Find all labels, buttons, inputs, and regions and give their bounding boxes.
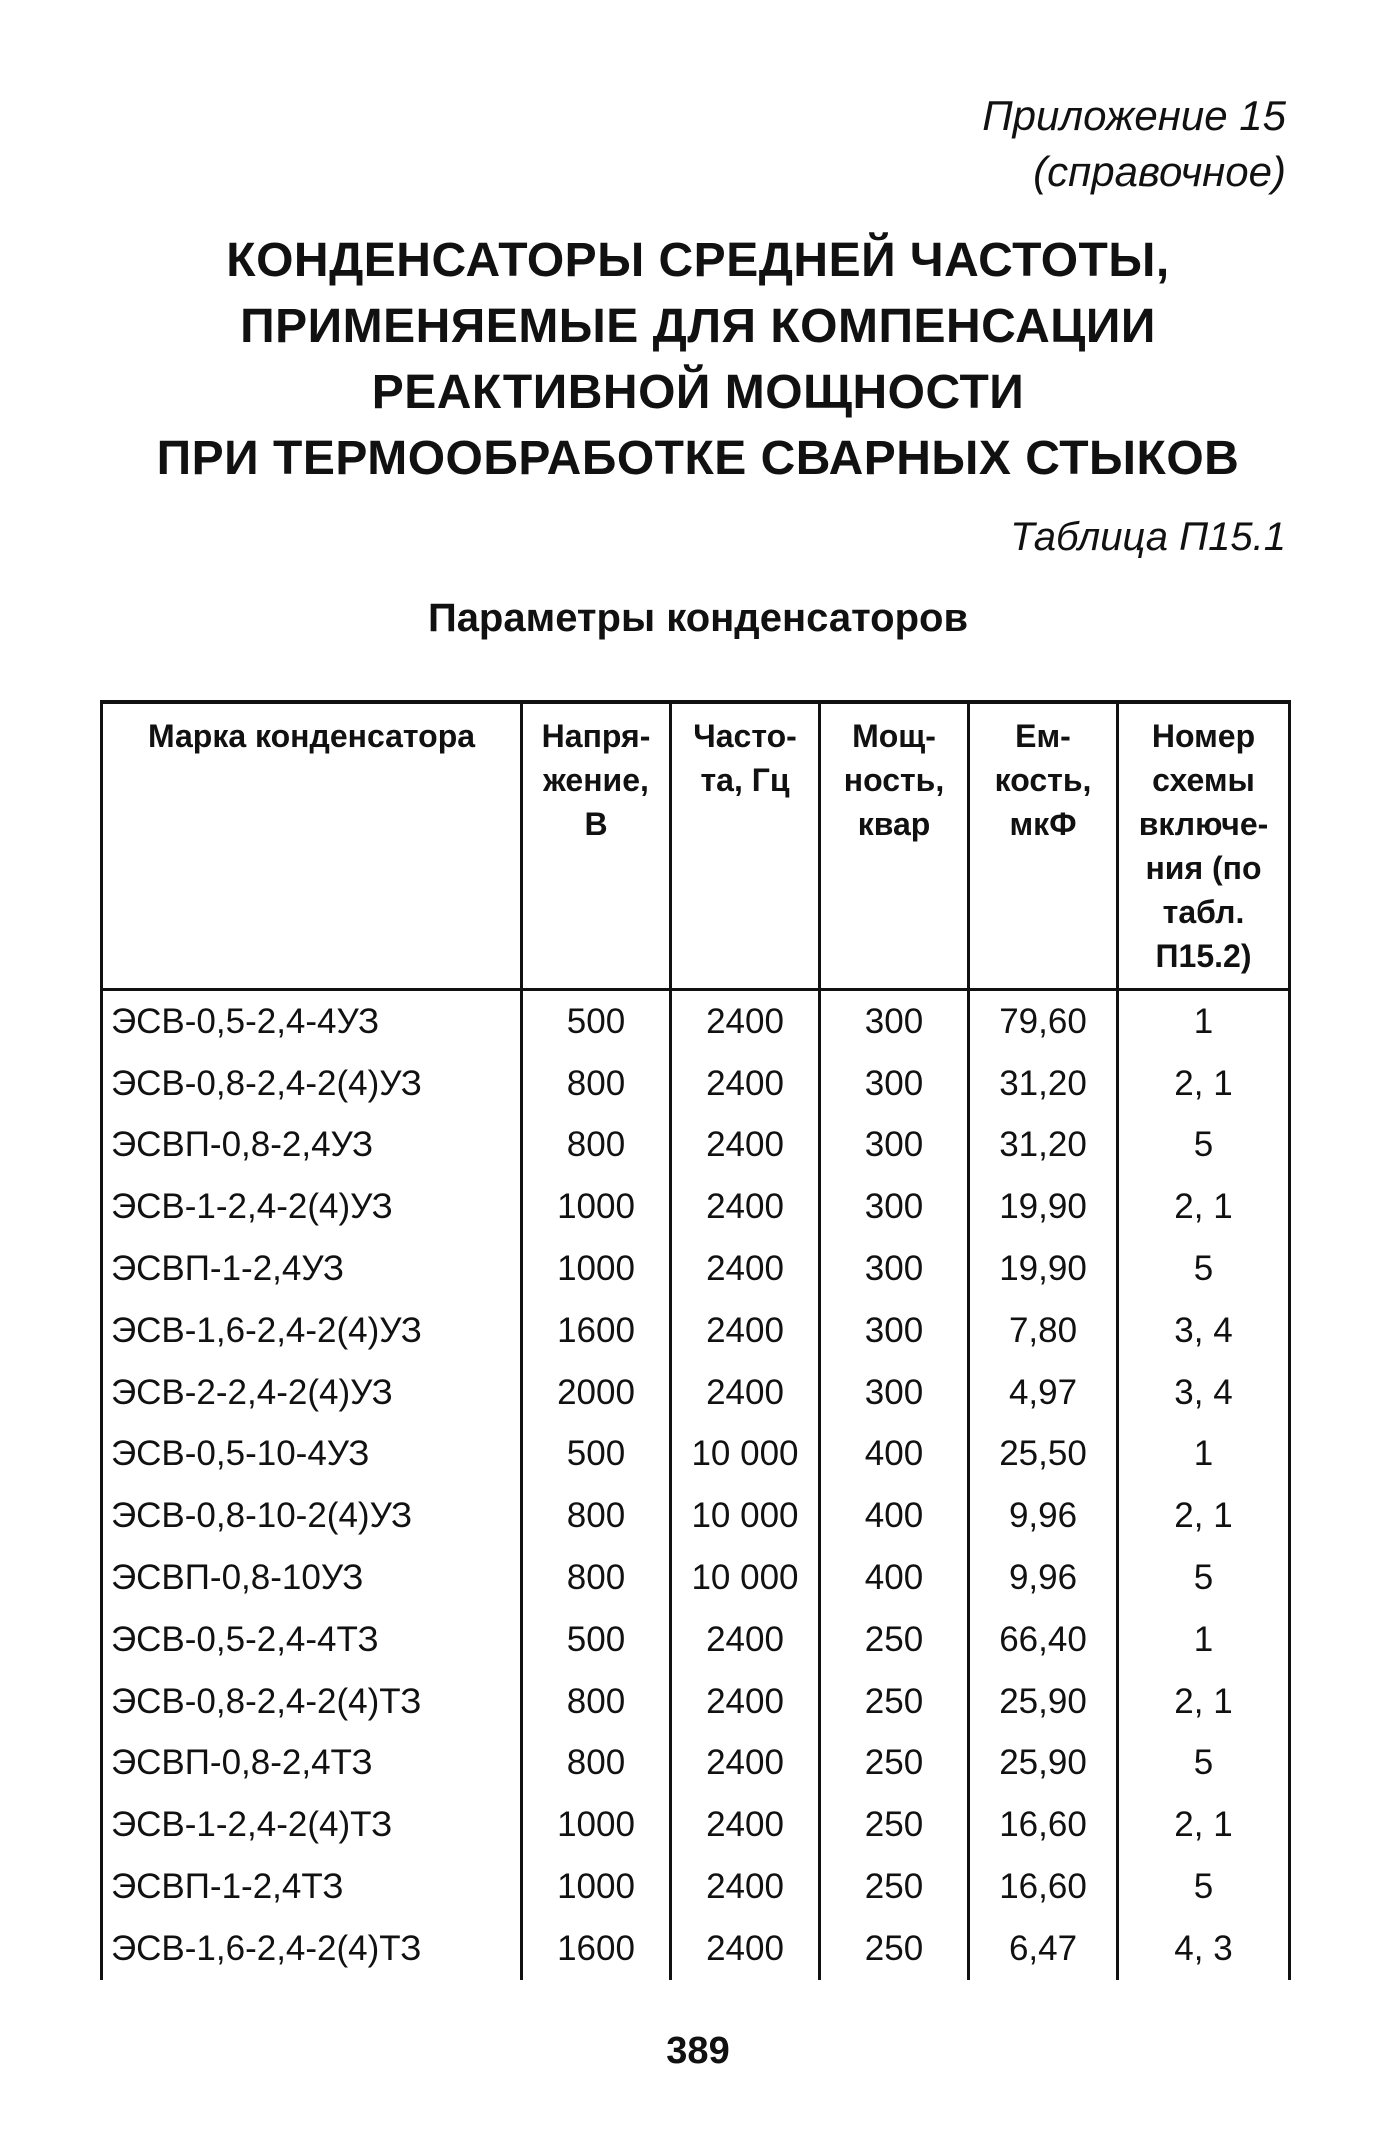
header-text-line: В (584, 806, 608, 842)
header-text-line: Мощ- (852, 718, 936, 754)
power-cell: 300 (820, 1115, 969, 1177)
capacitance-cell: 4,97 (969, 1362, 1118, 1424)
scheme-cell: 1 (1118, 1609, 1290, 1671)
table-row (102, 1115, 1290, 1177)
voltage-cell: 1000 (522, 1238, 671, 1300)
capacitor-table-container (100, 700, 1288, 1980)
header-text-line: Ем- (1015, 718, 1071, 754)
table-row (102, 1424, 1290, 1486)
power-cell: 300 (820, 1300, 969, 1362)
brand-cell: ЭСВП-0,8-2,4УЗ (102, 1115, 522, 1177)
power-cell: 400 (820, 1424, 969, 1486)
title-line-3: РЕАКТИВНОЙ МОЩНОСТИ (371, 366, 1025, 419)
capacitance-cell: 31,20 (969, 1053, 1118, 1115)
capacitance-cell: 6,47 (969, 1918, 1118, 1980)
voltage-cell: 500 (522, 1609, 671, 1671)
voltage-cell: 1600 (522, 1918, 671, 1980)
power-cell: 300 (820, 990, 969, 1053)
capacitance-cell: 16,60 (969, 1856, 1118, 1918)
table-row (102, 1733, 1290, 1795)
power-cell: 250 (820, 1609, 969, 1671)
capacitance-cell: 66,40 (969, 1609, 1118, 1671)
frequency-cell: 2400 (671, 1238, 820, 1300)
header-text-line: ность, (843, 762, 945, 798)
scheme-cell: 5 (1118, 1547, 1290, 1609)
voltage-cell: 1000 (522, 1856, 671, 1918)
frequency-cell: 2400 (671, 1918, 820, 1980)
brand-cell: ЭСВП-1-2,4УЗ (102, 1238, 522, 1300)
capacitance-cell: 31,20 (969, 1115, 1118, 1177)
voltage-cell: 1600 (522, 1300, 671, 1362)
page-number: 389 (666, 2030, 730, 2072)
table-row (102, 1362, 1290, 1424)
brand-cell: ЭСВ-0,5-10-4УЗ (102, 1424, 522, 1486)
capacitance-cell: 79,60 (969, 990, 1118, 1053)
frequency-cell: 2400 (671, 1053, 820, 1115)
frequency-cell: 2400 (671, 1733, 820, 1795)
title-line-1: КОНДЕНСАТОРЫ СРЕДНЕЙ ЧАСТОТЫ, (226, 234, 1170, 287)
header-text-line: Марка конденсатора (147, 718, 476, 754)
brand-cell: ЭСВ-0,8-2,4-2(4)ТЗ (102, 1671, 522, 1733)
table-row (102, 1238, 1290, 1300)
frequency-cell: 10 000 (671, 1547, 820, 1609)
scheme-cell: 2, 1 (1118, 1176, 1290, 1238)
brand-cell: ЭСВ-0,5-2,4-4УЗ (102, 990, 522, 1053)
brand-cell: ЭСВ-0,5-2,4-4ТЗ (102, 1609, 522, 1671)
power-cell: 300 (820, 1238, 969, 1300)
header-text-line: Часто- (693, 718, 797, 754)
header-text-line: мкФ (1009, 806, 1077, 842)
power-cell: 300 (820, 1053, 969, 1115)
voltage-cell: 800 (522, 1733, 671, 1795)
table-row (102, 1053, 1290, 1115)
appendix-type: (справочное) (1033, 148, 1286, 195)
table-row (102, 1300, 1290, 1362)
brand-cell: ЭСВП-0,8-2,4ТЗ (102, 1733, 522, 1795)
voltage-cell: 800 (522, 1115, 671, 1177)
scheme-cell: 1 (1118, 990, 1290, 1053)
header-text-line: та, Гц (700, 762, 790, 798)
table-number: Таблица П15.1 (1010, 515, 1286, 559)
scheme-cell: 1 (1118, 1424, 1290, 1486)
table-row (102, 990, 1290, 1053)
scheme-cell: 2, 1 (1118, 1794, 1290, 1856)
table-row (102, 1671, 1290, 1733)
brand-cell: ЭСВП-1-2,4ТЗ (102, 1856, 522, 1918)
power-cell: 250 (820, 1794, 969, 1856)
appendix-number: Приложение 15 (982, 92, 1286, 139)
header-brand (102, 702, 522, 990)
header-text-line: табл. (1162, 894, 1245, 930)
power-cell: 250 (820, 1856, 969, 1918)
header-text-line: Номер (1151, 718, 1256, 754)
capacitance-cell: 19,90 (969, 1238, 1118, 1300)
header-frequency (671, 702, 820, 990)
frequency-cell: 2400 (671, 1671, 820, 1733)
scheme-cell: 2, 1 (1118, 1485, 1290, 1547)
voltage-cell: 800 (522, 1671, 671, 1733)
scheme-cell: 4, 3 (1118, 1918, 1290, 1980)
power-cell: 250 (820, 1671, 969, 1733)
header-capacitance (969, 702, 1118, 990)
scheme-cell: 2, 1 (1118, 1053, 1290, 1115)
capacitance-cell: 25,50 (969, 1424, 1118, 1486)
brand-cell: ЭСВ-1-2,4-2(4)УЗ (102, 1176, 522, 1238)
voltage-cell: 2000 (522, 1362, 671, 1424)
brand-cell: ЭСВ-1-2,4-2(4)ТЗ (102, 1794, 522, 1856)
frequency-cell: 2400 (671, 1300, 820, 1362)
scheme-cell: 3, 4 (1118, 1362, 1290, 1424)
power-cell: 400 (820, 1547, 969, 1609)
frequency-cell: 2400 (671, 1794, 820, 1856)
brand-cell: ЭСВ-1,6-2,4-2(4)ТЗ (102, 1918, 522, 1980)
brand-cell: ЭСВ-1,6-2,4-2(4)УЗ (102, 1300, 522, 1362)
voltage-cell: 500 (522, 990, 671, 1053)
capacitance-cell: 7,80 (969, 1300, 1118, 1362)
table-row (102, 1856, 1290, 1918)
header-text-line: включе- (1138, 806, 1269, 842)
header-voltage (522, 702, 671, 990)
header-text-line: жение, (543, 762, 649, 798)
voltage-cell: 800 (522, 1547, 671, 1609)
header-power (820, 702, 969, 990)
power-cell: 300 (820, 1362, 969, 1424)
header-text-line: П15.2) (1155, 938, 1252, 974)
table-row (102, 1918, 1290, 1980)
capacitance-cell: 9,96 (969, 1485, 1118, 1547)
voltage-cell: 800 (522, 1485, 671, 1547)
scheme-cell: 2, 1 (1118, 1671, 1290, 1733)
power-cell: 300 (820, 1176, 969, 1238)
table-row (102, 1547, 1290, 1609)
brand-cell: ЭСВ-0,8-2,4-2(4)УЗ (102, 1053, 522, 1115)
capacitor-table (100, 700, 1291, 1980)
header-text-line: Напря- (541, 718, 651, 754)
scheme-cell: 5 (1118, 1115, 1290, 1177)
header-text-line: квар (857, 806, 931, 842)
table-row (102, 1609, 1290, 1671)
frequency-cell: 10 000 (671, 1485, 820, 1547)
frequency-cell: 2400 (671, 1362, 820, 1424)
table-body (102, 990, 1290, 1980)
scheme-cell: 5 (1118, 1856, 1290, 1918)
frequency-cell: 2400 (671, 1115, 820, 1177)
page-title (0, 228, 1396, 492)
frequency-cell: 2400 (671, 1609, 820, 1671)
voltage-cell: 500 (522, 1424, 671, 1486)
header-text-line: ния (по (1145, 850, 1262, 886)
capacitance-cell: 16,60 (969, 1794, 1118, 1856)
scheme-cell: 5 (1118, 1733, 1290, 1795)
brand-cell: ЭСВ-2-2,4-2(4)УЗ (102, 1362, 522, 1424)
header-text-line: схемы (1152, 762, 1255, 798)
appendix-label (982, 88, 1286, 200)
frequency-cell: 2400 (671, 1176, 820, 1238)
table-header-row (102, 702, 1290, 990)
title-line-4: ПРИ ТЕРМООБРАБОТКЕ СВАРНЫХ СТЫКОВ (156, 432, 1240, 485)
voltage-cell: 1000 (522, 1794, 671, 1856)
capacitance-cell: 25,90 (969, 1671, 1118, 1733)
scheme-cell: 3, 4 (1118, 1300, 1290, 1362)
capacitance-cell: 25,90 (969, 1733, 1118, 1795)
voltage-cell: 1000 (522, 1176, 671, 1238)
header-text-line: кость, (994, 762, 1092, 798)
power-cell: 250 (820, 1918, 969, 1980)
power-cell: 400 (820, 1485, 969, 1547)
table-row (102, 1794, 1290, 1856)
frequency-cell: 10 000 (671, 1424, 820, 1486)
frequency-cell: 2400 (671, 990, 820, 1053)
voltage-cell: 800 (522, 1053, 671, 1115)
table-row (102, 1176, 1290, 1238)
scheme-cell: 5 (1118, 1238, 1290, 1300)
frequency-cell: 2400 (671, 1856, 820, 1918)
table-caption: Параметры конденсаторов (427, 596, 969, 640)
capacitance-cell: 19,90 (969, 1176, 1118, 1238)
capacitance-cell: 9,96 (969, 1547, 1118, 1609)
brand-cell: ЭСВ-0,8-10-2(4)УЗ (102, 1485, 522, 1547)
header-scheme-number (1118, 702, 1290, 990)
power-cell: 250 (820, 1733, 969, 1795)
title-line-2: ПРИМЕНЯЕМЫЕ ДЛЯ КОМПЕНСАЦИИ (240, 300, 1156, 353)
table-row (102, 1485, 1290, 1547)
brand-cell: ЭСВП-0,8-10УЗ (102, 1547, 522, 1609)
